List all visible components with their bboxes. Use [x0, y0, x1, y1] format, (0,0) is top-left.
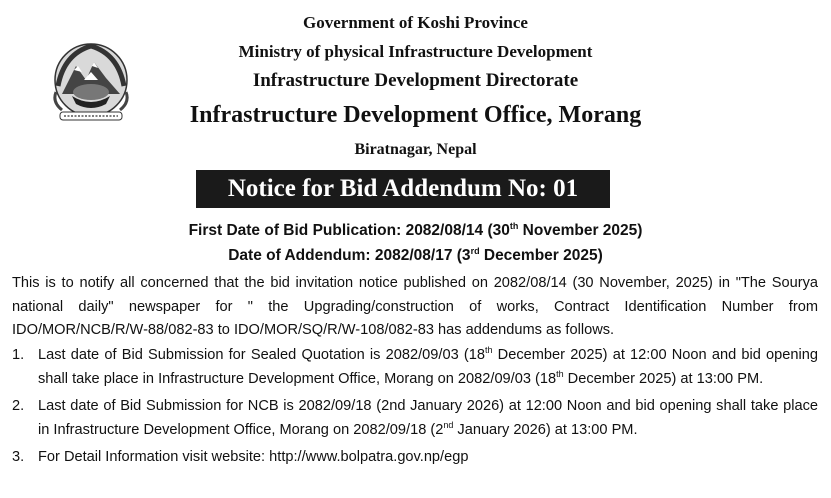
addendum-list [12, 344, 818, 474]
website-link-text[interactable]: For Detail Information visit website: http://www.bolpatra.gov.np/egp [38, 449, 469, 465]
ministry-name: Ministry of physical Infrastructure Development [238, 42, 593, 61]
list-item: 3. For Detail Information visit website: http://www.bolpatra.gov.np/egp [12, 449, 469, 465]
directorate-name: Infrastructure Development Directorate [252, 70, 579, 91]
list-item: 1. Last date of Bid Submission for Sealed Quotation is 2082/09/03 (18th December 2025) at 12:00 Noon and bid opening shall take place in Infrastructure Development Office, Morang on 2082/09/03 (18th December 2025) at 13:00 PM. [12, 345, 818, 387]
notice-title: Notice for Bid Addendum No: 01 [196, 170, 610, 208]
office-location: Biratnagar, Nepal [354, 141, 477, 158]
government-name: Government of Koshi Province [303, 13, 528, 32]
addendum-date: Date of Addendum: 2082/08/17 (3rd December 2025) [228, 245, 603, 264]
office-name: Infrastructure Development Office, Morang [189, 102, 642, 128]
intro-paragraph: This is to notify all concerned that the bid invitation notice published on 2082/08/14 (30 November, 2025) in "The Sourya national daily" newspaper for " the Upgrading/construction of works, Contract Identification Number from IDO/MOR/NCB/R/W-88/082-83 to IDO/MOR/SQ/R/W-108/082-83 has addendums as follows. [12, 275, 818, 338]
list-item: 2. Last date of Bid Submission for NCB is 2082/09/18 (2nd January 2026) at 12:00 Noon and bid opening shall take place in Infrastructure Development Office, Morang on 2082/09/18 (2nd January 2026) at 13:00 PM. [12, 398, 818, 438]
publication-date: First Date of Bid Publication: 2082/08/14 (30th November 2025) [188, 220, 643, 239]
